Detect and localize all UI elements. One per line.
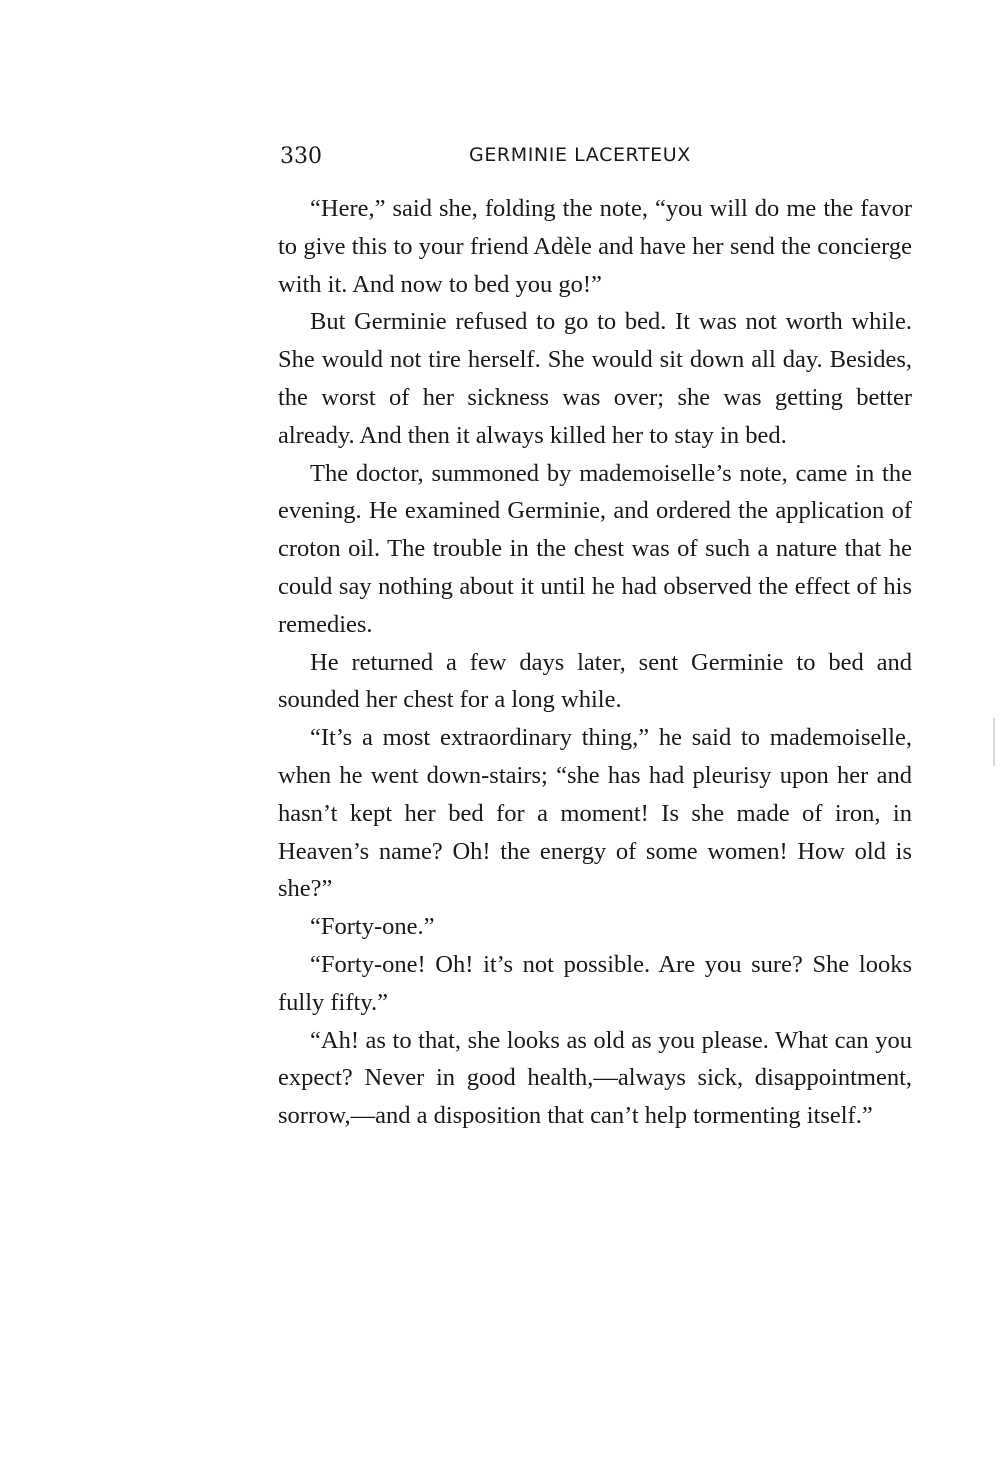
page-number: 330 — [280, 144, 322, 169]
paragraph: The doctor, summoned by mademoiselle’s note, came in the evening. He examined Germinie, and ordered the application of croton oil. The trouble in the chest was of such a nature that he could say nothing about it until he had observed the effect of his remedies. — [278, 459, 912, 638]
paragraph: “Here,” said she, folding the note, “you will do me the favor to give this to your friend Adèle and have her send the concierge with it. And now to bed you go!” — [278, 195, 912, 298]
paragraph: “Forty-one! Oh! it’s not possible. Are you sure? She looks fully fifty.” — [278, 950, 912, 1016]
paragraph: But Germinie refused to go to bed. It was not worth while. She would not tire herself. She would sit down all day. Besides, the worst of her sickness was over; she was getting better already. And then it always killed her to stay in bed. — [278, 308, 912, 449]
paragraph: “Ah! as to that, she looks as old as you please. What can you expect? Never in good health,—always sick, disappointment, sorrow,—and a disposition that can’t help tormenting itself.” — [278, 1026, 912, 1130]
paragraph: “It’s a most extraordinary thing,” he said to mademoiselle, when he went down-stairs; “she has had pleurisy upon her and hasn’t kept her bed for a moment! Is she made of iron, in Heaven’s name? Oh! the energy of some women! How old is she?” — [278, 724, 912, 903]
running-title: GERMINIE LACERTEUX — [469, 144, 691, 166]
scan-edge-mark — [993, 718, 995, 766]
body-text — [278, 190, 912, 1135]
running-head — [280, 140, 920, 174]
paragraph: He returned a few days later, sent Germinie to bed and sounded her chest for a long while. — [278, 648, 912, 714]
paragraph: “Forty-one.” — [310, 913, 435, 941]
